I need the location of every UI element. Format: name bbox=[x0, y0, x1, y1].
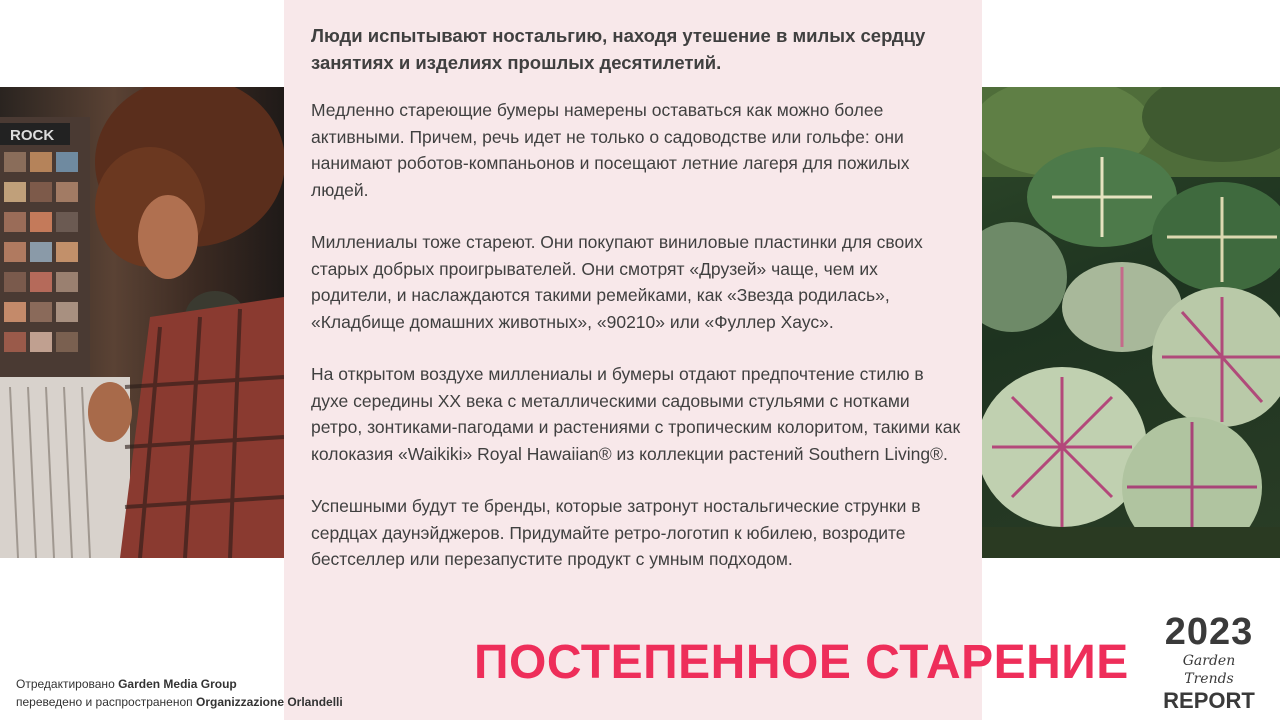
credits-line-1 bbox=[16, 675, 343, 693]
lead-text: Люди испытывают ностальгию, находя утешение в милых сердцу занятиях и изделиях прошлых десятилетий. bbox=[311, 25, 926, 73]
paragraph-brands: Успешными будут те бренды, которые затронут ностальгические струнки в сердцах даунэйджеров. Придумайте ретро-логотип к юбилею, возродите бестселлер или перезапустите продукт с умным подходом. bbox=[311, 496, 921, 569]
paragraph-outdoor: На открытом воздухе миллениалы и бумеры отдают предпочтение стилю в духе середины XX века с металлическими садовыми стульями с нотками ретро, зонтиками-пагодами и растениями с тропическим колоритом, такими как колоказия «Waikiki» Royal Hawaiian® из коллекции растений Southern Living®. bbox=[311, 364, 961, 464]
paragraph-boomers: Медленно стареющие бумеры намерены оставаться как можно более активными. Причем, речь идет не только о садоводстве или гольфе: они нанимают роботов-компаньонов и посещают летние лагеря для пожилых людей. bbox=[311, 100, 910, 200]
credits-editor-name: Garden Media Group bbox=[118, 677, 237, 691]
store-sign: ROCK bbox=[10, 127, 55, 144]
paragraph-millennials: Миллениалы тоже стареют. Они покупают виниловые пластинки для своих старых добрых проигрывателей. Они смотрят «Друзей» чаще, чем их родители, и наслаждаются такими ремейками, как «Звезда родилась», «Кладбище домашних животных», «90210» или «Фуллер Хаус». bbox=[311, 232, 923, 332]
credits-edited-label: Отредактировано bbox=[16, 677, 119, 691]
colocasia-plant-photo bbox=[982, 87, 1280, 558]
article-body bbox=[311, 22, 961, 599]
credits-translated-label: переведено и распространеноп bbox=[16, 695, 196, 709]
credits-translator-name: Organizzazione Orlandelli bbox=[196, 695, 343, 709]
vinyl-shop-illustration bbox=[0, 87, 284, 558]
colocasia-illustration bbox=[982, 87, 1280, 558]
slide-title: ПОСТЕПЕННОЕ СТАРЕНИЕ bbox=[474, 636, 1129, 689]
logo-subtitle: Garden Trends bbox=[1182, 653, 1236, 687]
credits bbox=[16, 675, 343, 711]
logo-report: REPORT bbox=[1163, 688, 1255, 713]
credits-line-2 bbox=[16, 693, 343, 711]
garden-trends-logo bbox=[1160, 612, 1258, 714]
vinyl-shop-photo bbox=[0, 87, 284, 558]
logo-year: 2023 bbox=[1164, 611, 1254, 653]
